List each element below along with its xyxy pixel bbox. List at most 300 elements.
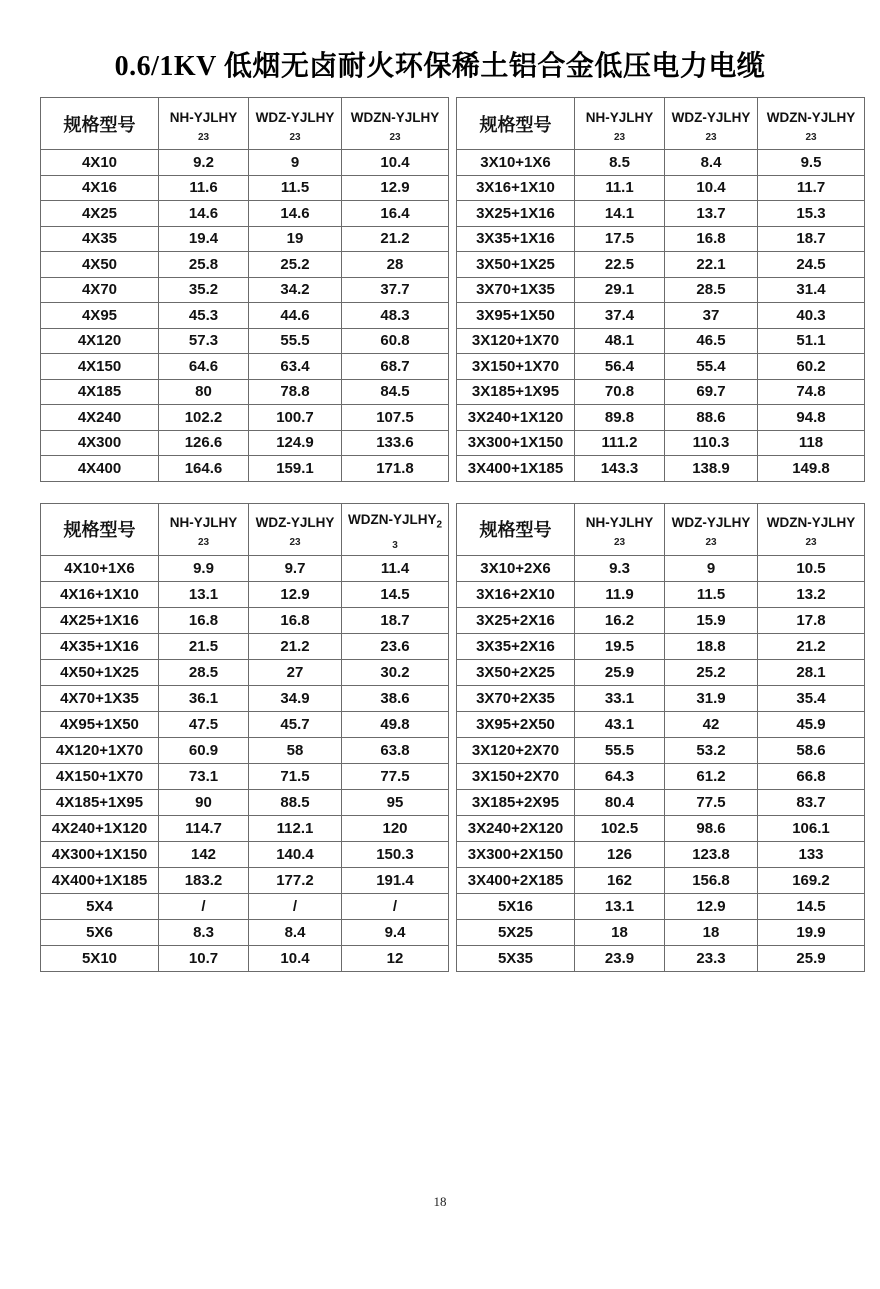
value-cell: 126.6 — [159, 430, 249, 456]
value-cell: 21.5 — [159, 633, 249, 659]
value-cell: 28 — [342, 252, 449, 278]
spec-cell: 4X10+1X6 — [41, 555, 159, 581]
spec-cell: 4X50+1X25 — [41, 659, 159, 685]
value-cell: 69.7 — [665, 379, 758, 405]
spec-cell: 3X95+2X50 — [457, 711, 575, 737]
spec-cell: 4X35+1X16 — [41, 633, 159, 659]
spec-cell: 4X185 — [41, 379, 159, 405]
table-row — [457, 555, 865, 581]
value-cell: 8.3 — [159, 919, 249, 945]
column-header-name — [758, 509, 864, 530]
spec-column-header-label: 规格型号 — [479, 114, 552, 135]
table-row — [457, 354, 865, 380]
table-row — [41, 919, 449, 945]
column-header-name-text: WDZ-YJLHY — [671, 109, 751, 125]
column-header-name-text: WDZ-YJLHY — [255, 109, 335, 125]
table-row — [457, 867, 865, 893]
value-cell: 14.1 — [575, 201, 665, 227]
column-header-subscript-line: 23 — [613, 537, 626, 548]
value-cell: 36.1 — [159, 685, 249, 711]
value-cell: 98.6 — [665, 815, 758, 841]
spec-cell: 3X95+1X50 — [457, 303, 575, 329]
table-row — [457, 685, 865, 711]
table-row — [41, 150, 449, 176]
spec-cell: 4X300+1X150 — [41, 841, 159, 867]
value-cell: 42 — [665, 711, 758, 737]
value-cell: 27 — [249, 659, 342, 685]
value-cell: 18 — [665, 919, 758, 945]
cable-type-column-header — [249, 503, 342, 555]
spec-cell: 3X10+2X6 — [457, 555, 575, 581]
cable-type-column-header — [665, 503, 758, 555]
table-row — [457, 328, 865, 354]
table-row — [41, 405, 449, 431]
value-cell: 53.2 — [665, 737, 758, 763]
value-cell: 11.7 — [758, 175, 865, 201]
spec-cell: 4X16+1X10 — [41, 581, 159, 607]
spec-column-header — [457, 98, 575, 150]
value-cell: 88.5 — [249, 789, 342, 815]
value-cell: 31.4 — [758, 277, 865, 303]
table-row — [41, 815, 449, 841]
value-cell: 37.4 — [575, 303, 665, 329]
table-row — [41, 252, 449, 278]
value-cell: 37 — [665, 303, 758, 329]
value-cell: 89.8 — [575, 405, 665, 431]
spec-cell: 4X70+1X35 — [41, 685, 159, 711]
table-row — [41, 277, 449, 303]
value-cell: 171.8 — [342, 456, 449, 482]
spec-cell: 4X185+1X95 — [41, 789, 159, 815]
table-row — [41, 581, 449, 607]
table-row — [457, 841, 865, 867]
column-header-subscript-line: 3 — [392, 539, 398, 551]
value-cell: 17.5 — [575, 226, 665, 252]
header-row — [41, 503, 449, 555]
table-row — [457, 430, 865, 456]
value-cell: 142 — [159, 841, 249, 867]
table-row — [457, 737, 865, 763]
value-cell: 14.6 — [249, 201, 342, 227]
value-cell: 25.2 — [665, 659, 758, 685]
value-cell: 30.2 — [342, 659, 449, 685]
spec-cell: 3X70+2X35 — [457, 685, 575, 711]
value-cell: 21.2 — [758, 633, 865, 659]
value-cell: 58 — [249, 737, 342, 763]
value-cell: 28.5 — [665, 277, 758, 303]
spec-column-header-label: 规格型号 — [63, 520, 136, 540]
column-header-name — [342, 104, 448, 125]
page-title: 0.6/1KV 低烟无卤耐火环保稀土铝合金低压电力电缆 — [114, 51, 766, 82]
value-cell: 16.8 — [249, 607, 342, 633]
table-row — [41, 659, 449, 685]
spec-cell: 3X16+2X10 — [457, 581, 575, 607]
value-cell: 13.7 — [665, 201, 758, 227]
value-cell: 64.6 — [159, 354, 249, 380]
value-cell: 16.4 — [342, 201, 449, 227]
value-cell: 12.9 — [342, 175, 449, 201]
value-cell: 133.6 — [342, 430, 449, 456]
value-cell: 13.1 — [575, 893, 665, 919]
cable-type-column-header — [159, 503, 249, 555]
value-cell: 15.9 — [665, 607, 758, 633]
spec-cell: 3X185+1X95 — [457, 379, 575, 405]
value-cell: 63.4 — [249, 354, 342, 380]
table-row — [41, 201, 449, 227]
value-cell: 74.8 — [758, 379, 865, 405]
value-cell: 9.9 — [159, 555, 249, 581]
column-header-subscript-line: 23 — [805, 131, 817, 143]
table-row — [457, 581, 865, 607]
spec-cell: 3X10+1X6 — [457, 150, 575, 176]
value-cell: 25.2 — [249, 252, 342, 278]
value-cell: 14.6 — [159, 201, 249, 227]
value-cell: 51.1 — [758, 328, 865, 354]
value-cell: 11.9 — [575, 581, 665, 607]
value-cell: 156.8 — [665, 867, 758, 893]
table-row — [457, 711, 865, 737]
spec-cell: 3X25+2X16 — [457, 607, 575, 633]
value-cell: 48.3 — [342, 303, 449, 329]
table-row — [457, 303, 865, 329]
value-cell: 13.2 — [758, 581, 865, 607]
value-cell: 107.5 — [342, 405, 449, 431]
spec-cell: 4X120+1X70 — [41, 737, 159, 763]
value-cell: 16.8 — [665, 226, 758, 252]
spec-cell: 4X400 — [41, 456, 159, 482]
spec-cell: 3X300+2X150 — [457, 841, 575, 867]
value-cell: 83.7 — [758, 789, 865, 815]
table-row — [41, 354, 449, 380]
table-row — [41, 685, 449, 711]
spec-cell: 4X240 — [41, 405, 159, 431]
spec-cell: 4X400+1X185 — [41, 867, 159, 893]
spec-cell: 5X25 — [457, 919, 575, 945]
value-cell: 68.7 — [342, 354, 449, 380]
spec-cell: 4X16 — [41, 175, 159, 201]
value-cell: 123.8 — [665, 841, 758, 867]
value-cell: 15.3 — [758, 201, 865, 227]
value-cell: 9.4 — [342, 919, 449, 945]
value-cell: 25.9 — [575, 659, 665, 685]
value-cell: 106.1 — [758, 815, 865, 841]
value-cell: 164.6 — [159, 456, 249, 482]
table-row — [457, 226, 865, 252]
value-cell: 45.7 — [249, 711, 342, 737]
value-cell: 58.6 — [758, 737, 865, 763]
spec-cell: 4X10 — [41, 150, 159, 176]
value-cell: 14.5 — [758, 893, 865, 919]
value-cell: 78.8 — [249, 379, 342, 405]
value-cell: 12 — [342, 945, 449, 971]
table-row — [457, 893, 865, 919]
spec-cell: 4X300 — [41, 430, 159, 456]
value-cell: 9 — [665, 555, 758, 581]
value-cell: 55.5 — [575, 737, 665, 763]
spec-cell: 5X4 — [41, 893, 159, 919]
spec-cell: 3X50+2X25 — [457, 659, 575, 685]
table-row — [41, 379, 449, 405]
value-cell: 18.7 — [342, 607, 449, 633]
value-cell: 46.5 — [665, 328, 758, 354]
table-row — [457, 659, 865, 685]
cable-type-column-header — [758, 503, 865, 555]
value-cell: 77.5 — [342, 763, 449, 789]
table-row — [457, 252, 865, 278]
column-header-subscript-line: 23 — [197, 131, 210, 143]
spec-column-header — [41, 503, 159, 555]
value-cell: 64.3 — [575, 763, 665, 789]
value-cell: 19.5 — [575, 633, 665, 659]
value-cell: 28.5 — [159, 659, 249, 685]
value-cell: 25.9 — [758, 945, 865, 971]
spec-cell: 4X95 — [41, 303, 159, 329]
value-cell: 10.7 — [159, 945, 249, 971]
value-cell: 71.5 — [249, 763, 342, 789]
spec-column-header-label: 规格型号 — [63, 114, 136, 135]
spec-cell: 5X16 — [457, 893, 575, 919]
value-cell: / — [249, 893, 342, 919]
value-cell: 18.8 — [665, 633, 758, 659]
column-header-name — [575, 104, 664, 125]
cable-type-column-header — [249, 98, 342, 150]
value-cell: 9 — [249, 150, 342, 176]
value-cell: 12.9 — [665, 893, 758, 919]
value-cell: 55.5 — [249, 328, 342, 354]
value-cell: 11.6 — [159, 175, 249, 201]
value-cell: 66.8 — [758, 763, 865, 789]
tables-row-bottom — [40, 503, 863, 972]
spec-cell: 3X50+1X25 — [457, 252, 575, 278]
value-cell: 77.5 — [665, 789, 758, 815]
value-cell: 25.8 — [159, 252, 249, 278]
value-cell: 35.2 — [159, 277, 249, 303]
value-cell: 80.4 — [575, 789, 665, 815]
cable-type-column-header — [575, 503, 665, 555]
spec-cell: 5X10 — [41, 945, 159, 971]
value-cell: 70.8 — [575, 379, 665, 405]
table-row — [41, 430, 449, 456]
value-cell: 94.8 — [758, 405, 865, 431]
value-cell: 73.1 — [159, 763, 249, 789]
column-header-name-text: WDZ-YJLHY — [671, 515, 751, 530]
table-row — [41, 607, 449, 633]
value-cell: 24.5 — [758, 252, 865, 278]
column-header-name — [665, 509, 757, 530]
value-cell: 10.4 — [249, 945, 342, 971]
value-cell: 88.6 — [665, 405, 758, 431]
table-row — [457, 277, 865, 303]
value-cell: 31.9 — [665, 685, 758, 711]
spec-table-4plus1-5core — [40, 503, 449, 972]
table-row — [41, 711, 449, 737]
value-cell: 19 — [249, 226, 342, 252]
value-cell: 10.5 — [758, 555, 865, 581]
spec-table-4core — [40, 97, 449, 482]
cable-type-column-header — [342, 503, 449, 555]
column-header-name-subscript: 2 — [436, 519, 443, 531]
table-row — [41, 789, 449, 815]
value-cell: 23.6 — [342, 633, 449, 659]
value-cell: 34.2 — [249, 277, 342, 303]
header-row — [457, 503, 865, 555]
column-header-subscript-line: 23 — [705, 131, 717, 143]
table-row — [41, 303, 449, 329]
spec-cell: 3X185+2X95 — [457, 789, 575, 815]
value-cell: 11.5 — [249, 175, 342, 201]
column-header-name-text: WDZN-YJLHY — [766, 515, 856, 530]
value-cell: 21.2 — [249, 633, 342, 659]
value-cell: 9.7 — [249, 555, 342, 581]
value-cell: 43.1 — [575, 711, 665, 737]
spec-cell: 3X300+1X150 — [457, 430, 575, 456]
spec-column-header-label: 规格型号 — [479, 520, 552, 540]
spec-cell: 3X70+1X35 — [457, 277, 575, 303]
value-cell: 17.8 — [758, 607, 865, 633]
table-row — [41, 456, 449, 482]
column-header-name — [665, 104, 757, 125]
value-cell: 11.5 — [665, 581, 758, 607]
value-cell: 162 — [575, 867, 665, 893]
value-cell: 102.5 — [575, 815, 665, 841]
spec-table-3plus2-5core — [456, 503, 865, 972]
column-header-subscript-line: 23 — [705, 537, 717, 548]
table-row — [41, 328, 449, 354]
column-header-name — [342, 506, 448, 533]
value-cell: 159.1 — [249, 456, 342, 482]
table-row — [457, 919, 865, 945]
value-cell: 183.2 — [159, 867, 249, 893]
column-header-name-text: NH-YJLHY — [169, 515, 238, 530]
table-row — [457, 945, 865, 971]
value-cell: 34.9 — [249, 685, 342, 711]
value-cell: 63.8 — [342, 737, 449, 763]
table-row — [41, 633, 449, 659]
spec-cell: 3X400+2X185 — [457, 867, 575, 893]
column-header-name-text: NH-YJLHY — [169, 109, 238, 125]
spec-cell: 3X16+1X10 — [457, 175, 575, 201]
value-cell: 22.5 — [575, 252, 665, 278]
table-row — [41, 175, 449, 201]
value-cell: 19.4 — [159, 226, 249, 252]
table-row — [457, 633, 865, 659]
table-row — [41, 867, 449, 893]
value-cell: 90 — [159, 789, 249, 815]
table-row — [457, 789, 865, 815]
value-cell: 18.7 — [758, 226, 865, 252]
table-row — [457, 150, 865, 176]
value-cell: 8.5 — [575, 150, 665, 176]
table-row — [457, 201, 865, 227]
spec-cell: 3X400+1X185 — [457, 456, 575, 482]
spec-cell: 4X150+1X70 — [41, 763, 159, 789]
value-cell: 28.1 — [758, 659, 865, 685]
value-cell: 12.9 — [249, 581, 342, 607]
column-header-name — [159, 104, 248, 125]
cable-type-column-header — [575, 98, 665, 150]
header-row — [41, 98, 449, 150]
value-cell: 60.8 — [342, 328, 449, 354]
value-cell: 102.2 — [159, 405, 249, 431]
value-cell: 8.4 — [665, 150, 758, 176]
value-cell: 40.3 — [758, 303, 865, 329]
spec-cell: 3X35+2X16 — [457, 633, 575, 659]
value-cell: 10.4 — [342, 150, 449, 176]
spec-cell: 3X240+1X120 — [457, 405, 575, 431]
table-row — [41, 893, 449, 919]
value-cell: 118 — [758, 430, 865, 456]
value-cell: 138.9 — [665, 456, 758, 482]
cable-type-column-header — [758, 98, 865, 150]
value-cell: 45.3 — [159, 303, 249, 329]
value-cell: 110.3 — [665, 430, 758, 456]
value-cell: 9.3 — [575, 555, 665, 581]
value-cell: 114.7 — [159, 815, 249, 841]
spec-cell: 4X25+1X16 — [41, 607, 159, 633]
value-cell: 23.3 — [665, 945, 758, 971]
value-cell: 9.5 — [758, 150, 865, 176]
value-cell: 111.2 — [575, 430, 665, 456]
spec-cell: 4X35 — [41, 226, 159, 252]
value-cell: 57.3 — [159, 328, 249, 354]
table-row — [457, 607, 865, 633]
spec-cell: 5X6 — [41, 919, 159, 945]
table-row — [457, 175, 865, 201]
value-cell: 84.5 — [342, 379, 449, 405]
column-header-name-text: WDZN-YJLHY — [766, 109, 856, 125]
spec-cell: 4X25 — [41, 201, 159, 227]
value-cell: 8.4 — [249, 919, 342, 945]
table-row — [41, 763, 449, 789]
cable-type-column-header — [159, 98, 249, 150]
table-row — [41, 555, 449, 581]
spec-cell: 4X70 — [41, 277, 159, 303]
spec-cell: 4X120 — [41, 328, 159, 354]
value-cell: 112.1 — [249, 815, 342, 841]
column-header-name — [249, 104, 341, 125]
value-cell: 177.2 — [249, 867, 342, 893]
spec-table-3plus1 — [456, 97, 865, 482]
value-cell: 9.2 — [159, 150, 249, 176]
column-header-name-text: WDZN-YJLHY — [350, 109, 440, 125]
value-cell: 143.3 — [575, 456, 665, 482]
column-header-subscript-line: 23 — [289, 131, 301, 143]
value-cell: 10.4 — [665, 175, 758, 201]
value-cell: 95 — [342, 789, 449, 815]
value-cell: 23.9 — [575, 945, 665, 971]
value-cell: 33.1 — [575, 685, 665, 711]
value-cell: 140.4 — [249, 841, 342, 867]
value-cell: 48.1 — [575, 328, 665, 354]
value-cell: 150.3 — [342, 841, 449, 867]
value-cell: 191.4 — [342, 867, 449, 893]
spec-cell: 3X120+1X70 — [457, 328, 575, 354]
spec-cell: 4X50 — [41, 252, 159, 278]
column-header-name — [575, 509, 664, 530]
spec-cell: 4X240+1X120 — [41, 815, 159, 841]
value-cell: 11.4 — [342, 555, 449, 581]
value-cell: 56.4 — [575, 354, 665, 380]
column-header-subscript-line: 23 — [613, 131, 626, 143]
table-row — [457, 815, 865, 841]
value-cell: 29.1 — [575, 277, 665, 303]
spec-cell: 3X25+1X16 — [457, 201, 575, 227]
value-cell: 49.8 — [342, 711, 449, 737]
table-row — [457, 405, 865, 431]
value-cell: 44.6 — [249, 303, 342, 329]
spec-cell: 3X120+2X70 — [457, 737, 575, 763]
value-cell: 22.1 — [665, 252, 758, 278]
